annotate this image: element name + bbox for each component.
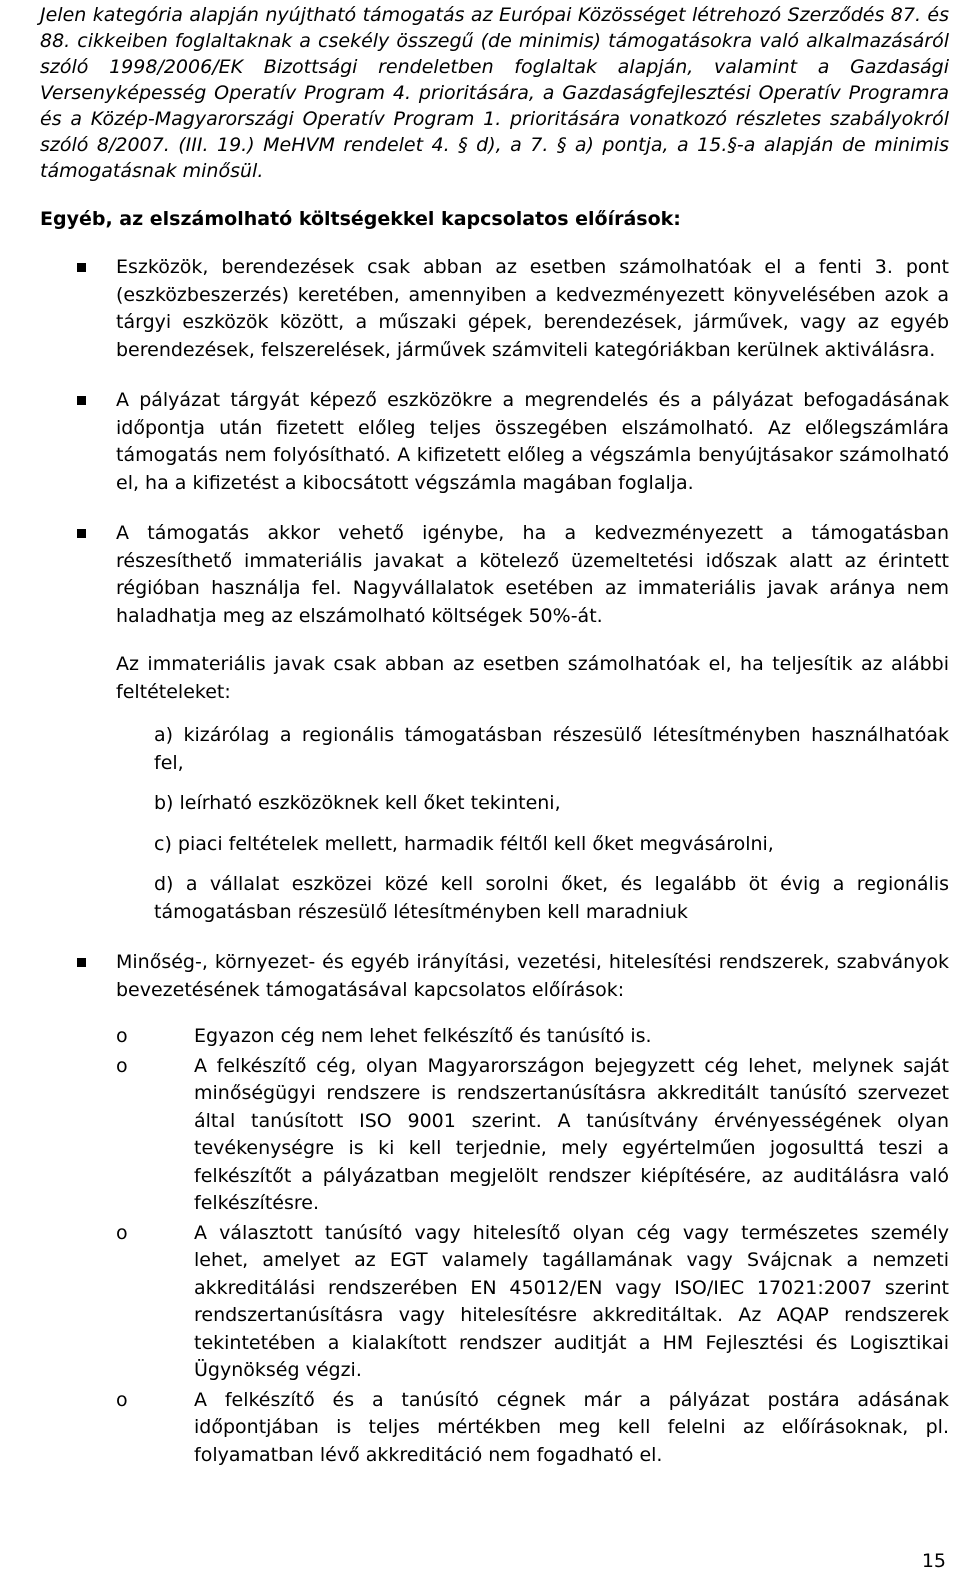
condition-item: b) leírható eszközöknek kell őket tekinteni, <box>154 792 561 814</box>
condition-item: d) a vállalat eszközei közé kell sorolni őket, és legalább öt évig a regionális támogatásban részesülő létesítményben kell maradniuk <box>154 873 949 923</box>
sub-list-item <box>116 1387 949 1470</box>
sub-list-item-text: A választott tanúsító vagy hitelesítő olyan cég vagy természetes személy lehet, amelyet az EGT valamely tagállamának vagy Svájcnak a nemzeti akkreditálási rendszerében EN 45012/EN vagy ISO/IEC 17021:2007 szerint rendszertanúsításra vagy hitelesítésre akkreditáltak. Az AQAP rendszerek tekintetében a kialakított rendszer auditját a HM Fejlesztési és Logisztikai Ügynökség végzi. <box>194 1221 949 1381</box>
square-bullet-icon <box>77 958 86 967</box>
condition-item: a) kizárólag a regionális támogatásban részesülő létesítményben használhatóak fel, <box>154 724 949 774</box>
circle-bullet-icon: o <box>116 1388 128 1411</box>
page-number: 15 <box>921 1550 946 1572</box>
condition-item: c) piaci feltételek mellett, harmadik féltől kell őket megvásárolni, <box>154 832 774 855</box>
requirements-list <box>40 254 949 1469</box>
sub-list-item <box>116 1053 949 1218</box>
sub-list-item-text: A felkészítő cég, olyan Magyarországon bejegyzett cég lehet, melynek saját minőségügyi rendszere is rendszertanúsításra akkreditált tanúsító szervezet által tanúsított ISO 9001 szerint. A tanúsítvány érvényességének olyan tevékenységre is ki kell terjednie, mely egyértelműen jogosulttá teszi a felkészítőt a pályázatban megjelölt rendszer kiépítésére, az auditálásra való felkészítésre. <box>194 1054 949 1214</box>
circle-bullet-icon: o <box>116 1221 128 1244</box>
section-heading: Egyéb, az elszámolható költségekkel kapcsolatos előírások: <box>40 208 681 230</box>
circle-bullet-icon: o <box>116 1025 128 1047</box>
conditions-list <box>154 722 949 926</box>
document-page <box>40 0 949 1492</box>
sub-list-item <box>116 1023 949 1051</box>
list-item-text: A támogatás akkor vehető igénybe, ha a kedvezményezett a támogatásban részesíthető immateriális javakat a kötelező üzemeltetési időszak alatt az érintett régióban használja fel. Nagyvállalatok esetében az immateriális javak aránya nem haladhatja meg az elszámolható költségek 50%-át. <box>116 522 949 627</box>
sub-list-item-text: Egyazon cég nem lehet felkészítő és tanúsító is. <box>194 1025 652 1047</box>
intro-paragraph: Jelen kategória alapján nyújtható támogatás az Európai Közösséget létrehozó Szerződés 87. és 88. cikkeiben foglaltaknak a csekély összegű (de minimis) támogatásokra való alkalmazásáról szóló 1998/2006/EK Bizottsági rendeletben foglaltak alapján, valamint a Gazdasági Versenyképesség Operatív Program 4. prioritására, a Gazdaságfejlesztési Operatív Programra és a Közép-Magyarországi Operatív Program 1. prioritására vonatkozó részletes szabályokról szóló 8/2007. (III. 19.) MeHVM rendelet 4. § d), a 7. § a) pontja, a 15.§-a alapján de minimis támogatásnak minősül. <box>40 4 949 182</box>
list-item-text: A pályázat tárgyát képező eszközökre a megrendelés és a pályázat befogadásának időpontja után fizetett előleg teljes összegében elszámolható. Az előlegszámlára támogatás nem folyósítható. A kifizetett előleg a végszámla benyújtásakor számolható el, ha a kifizetést a kibocsátott végszámla magában foglalja. <box>116 389 949 494</box>
square-bullet-icon <box>77 396 86 405</box>
circle-bullet-icon: o <box>116 1054 128 1077</box>
square-bullet-icon <box>77 529 86 538</box>
list-item <box>40 949 949 1469</box>
immaterial-intro: Az immateriális javak csak abban az esetben számolhatóak el, ha teljesítik az alábbi feltételeket: <box>116 653 949 703</box>
sub-list <box>116 1023 949 1469</box>
list-item <box>40 254 949 364</box>
list-item-text: Minőség-, környezet- és egyéb irányítási, vezetési, hitelesítési rendszerek, szabványok bevezetésének támogatásával kapcsolatos előírások: <box>116 951 949 1001</box>
sub-list-item <box>116 1220 949 1385</box>
sub-list-item-text: A felkészítő és a tanúsító cégnek már a pályázat postára adásának időpontjában is teljes mértékben meg kell felelni az előírásoknak, pl. folyamatban lévő akkreditáció nem fogadható el. <box>194 1388 949 1466</box>
square-bullet-icon <box>77 263 86 272</box>
list-item <box>40 387 949 497</box>
list-item <box>40 520 949 926</box>
list-item-text: Eszközök, berendezések csak abban az esetben számolhatóak el a fenti 3. pont (eszközbeszerzés) keretében, amennyiben a kedvezményezett könyvelésében azok a tárgyi eszközök között, a műszaki gépek, berendezések, járművek, vagy az egyéb berendezések, felszerelések, járművek számviteli kategóriákban kerülnek aktiválásra. <box>116 256 949 361</box>
